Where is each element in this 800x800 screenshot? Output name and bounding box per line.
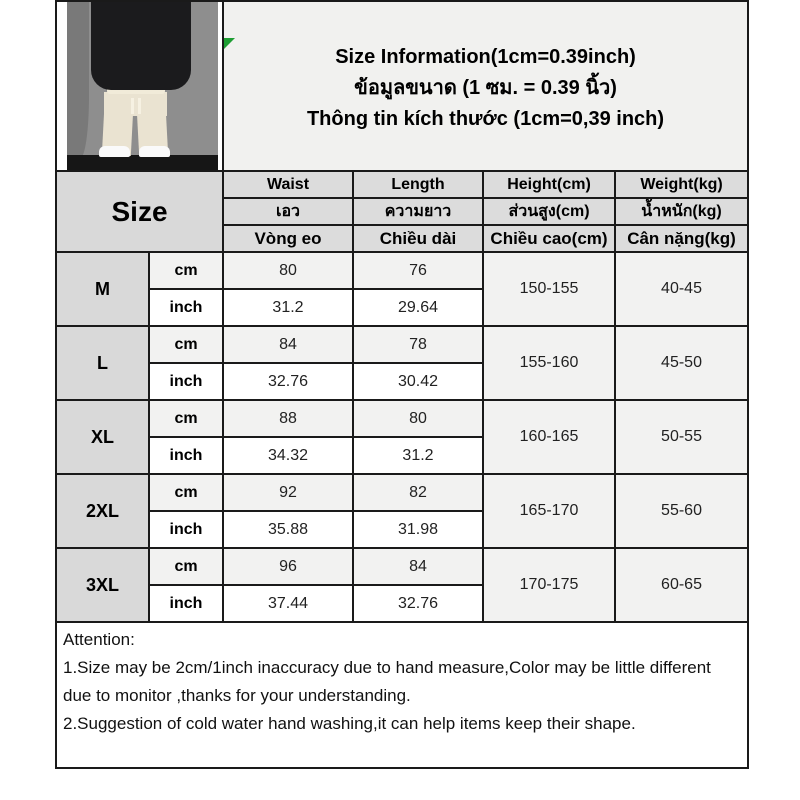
waist-cm-value: 84 [223,326,353,363]
length-cm-value: 78 [353,326,483,363]
photo-floor [67,155,218,170]
model-right-shoe [139,146,170,157]
unit-label-inch: inch [149,289,223,326]
unit-label-inch: inch [149,363,223,400]
length-inch-value: 31.2 [353,437,483,474]
weight-range-value: 50-55 [615,400,748,474]
unit-label-inch: inch [149,437,223,474]
unit-label-inch: inch [149,585,223,622]
unit-label-cm: cm [149,400,223,437]
col-header-height-vi: Chiều cao(cm) [483,225,615,252]
size-info-title-vi: Thông tin kích thước (1cm=0,39 inch) [306,107,665,130]
pants-drawstring [138,98,141,114]
model-photo [67,2,218,170]
height-range-value: 170-175 [483,548,615,622]
length-cm-value: 84 [353,548,483,585]
weight-range-value: 40-45 [615,252,748,326]
photo-shadow [67,2,89,158]
col-header-height-en: Height(cm) [483,171,615,198]
size-label: 3XL [56,548,149,622]
table-head-section [56,1,748,252]
size-label: L [56,326,149,400]
size-row [56,252,748,289]
unit-label-cm: cm [149,548,223,585]
model-hoodie [91,2,191,90]
size-rows-section [56,252,748,622]
length-cm-value: 80 [353,400,483,437]
length-inch-value: 30.42 [353,363,483,400]
unit-label-cm: cm [149,326,223,363]
size-info-title-th: ข้อมูลขนาด (1 ซม. = 0.39 นิ้ว) [354,76,617,99]
col-header-waist-en: Waist [223,171,353,198]
height-range-value: 155-160 [483,326,615,400]
waist-cm-value: 80 [223,252,353,289]
col-header-weight-th: น้ำหนัก(kg) [615,198,748,225]
waist-inch-value: 34.32 [223,437,353,474]
size-table [55,0,749,769]
col-header-length-en: Length [353,171,483,198]
col-header-length-vi: Chiều dài [353,225,483,252]
waist-cm-value: 88 [223,400,353,437]
waist-cm-value: 96 [223,548,353,585]
size-row [56,548,748,585]
size-row [56,326,748,363]
attention-cell [56,622,748,768]
length-cm-value: 76 [353,252,483,289]
height-range-value: 150-155 [483,252,615,326]
unit-label-cm: cm [149,474,223,511]
col-header-length-th: ความยาว [353,198,483,225]
size-info-title-en: Size Information(1cm=0.39inch) [335,45,636,68]
model-left-shoe [99,146,130,157]
length-inch-value: 32.76 [353,585,483,622]
product-photo-cell [56,1,223,171]
title-cell [223,1,748,171]
col-header-height-th: ส่วนสูง(cm) [483,198,615,225]
waist-inch-value: 35.88 [223,511,353,548]
pants-hip [104,92,167,116]
size-label: 2XL [56,474,149,548]
weight-range-value: 55-60 [615,474,748,548]
weight-range-value: 45-50 [615,326,748,400]
unit-label-inch: inch [149,511,223,548]
attention-item: 1.Size may be 2cm/1inch inaccuracy due to hand measure,Color may be little different due to monitor ,thanks for your understanding. [63,658,711,705]
pants-drawstring [131,98,134,114]
waist-cm-value: 92 [223,474,353,511]
col-header-weight-vi: Cân nặng(kg) [615,225,748,252]
size-row [56,474,748,511]
waist-inch-value: 31.2 [223,289,353,326]
table-foot-section [56,622,748,768]
col-header-weight-en: Weight(kg) [615,171,748,198]
size-label: M [56,252,149,326]
length-inch-value: 29.64 [353,289,483,326]
waist-inch-value: 32.76 [223,363,353,400]
length-cm-value: 82 [353,474,483,511]
size-label: XL [56,400,149,474]
attention-heading: Attention: [63,630,135,649]
height-range-value: 165-170 [483,474,615,548]
unit-label-cm: cm [149,252,223,289]
green-corner-marker-icon [224,38,235,49]
length-inch-value: 31.98 [353,511,483,548]
size-row [56,400,748,437]
height-range-value: 160-165 [483,400,615,474]
waist-inch-value: 37.44 [223,585,353,622]
col-header-waist-th: เอว [223,198,353,225]
weight-range-value: 60-65 [615,548,748,622]
size-header: Size [56,171,223,252]
attention-item: 2.Suggestion of cold water hand washing,it can help items keep their shape. [63,714,636,733]
col-header-waist-vi: Vòng eo [223,225,353,252]
